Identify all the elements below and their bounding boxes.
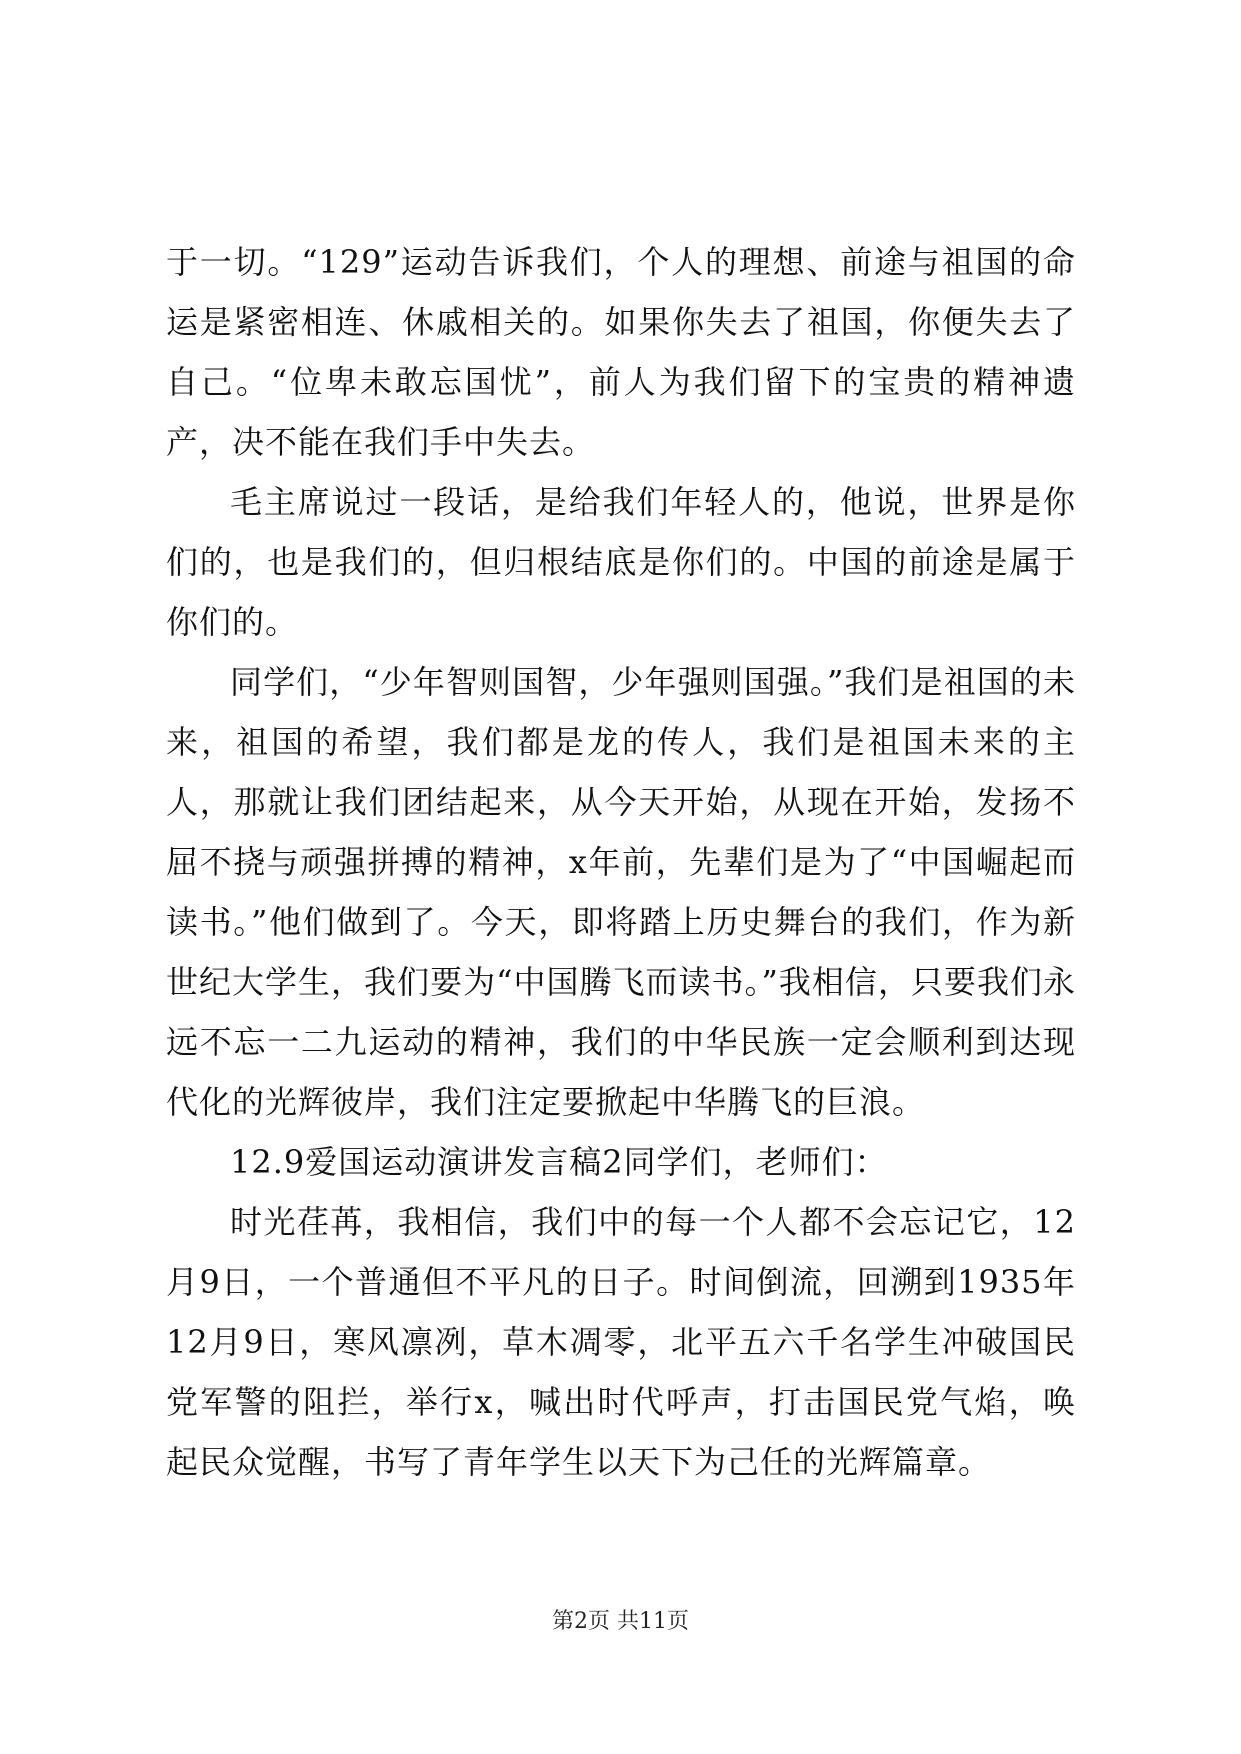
paragraph-3: 同学们，“少年智则国智，少年强则国强。”我们是祖国的未来，祖国的希望，我们都是龙的传人，我们是祖国未来的主人，那就让我们团结起来，从今天开始，从现在开始，发扬不屈不挠与顽强拼搏的精神，x年前，先辈们是为了“中国崛起而读书。”他们做到了。今天，即将踏上历史舞台的我们，作为新世纪大学生，我们要为“中国腾飞而读书。”我相信，只要我们永远不忘一二九运动的精神，我们的中华民族一定会顺利到达现代化的光辉彼岸，我们注定要掀起中华腾飞的巨浪。 bbox=[166, 663, 1076, 1121]
paragraph-5: 时光荏苒，我相信，我们中的每一个人都不会忘记它，12月9日，一个普通但不平凡的日子。时间倒流，回溯到1935年12月9日，寒风凛冽，草木凋零，北平五六千名学生冲破国民党军警的阻拦，举行x，喊出时代呼声，打击国民党气焰，唤起民众觉醒，书写了青年学生以天下为己任的光辉篇章。 bbox=[166, 1203, 1076, 1481]
paragraph-2: 毛主席说过一段话，是给我们年轻人的，他说，世界是你们的，也是我们的，但归根结底是你们的。中国的前途是属于你们的。 bbox=[166, 483, 1076, 641]
paragraph-4-heading: 12.9爱国运动演讲发言稿2同学们，老师们： bbox=[230, 1143, 888, 1181]
document-body bbox=[166, 232, 1076, 1492]
page-footer: 第2页 共11页 bbox=[552, 1609, 689, 1634]
paragraph-1: 于一切。“129”运动告诉我们，个人的理想、前途与祖国的命运是紧密相连、休戚相关的。如果你失去了祖国，你便失去了自己。“位卑未敢忘国忧”，前人为我们留下的宝贵的精神遗产，决不能在我们手中失去。 bbox=[166, 243, 1076, 461]
